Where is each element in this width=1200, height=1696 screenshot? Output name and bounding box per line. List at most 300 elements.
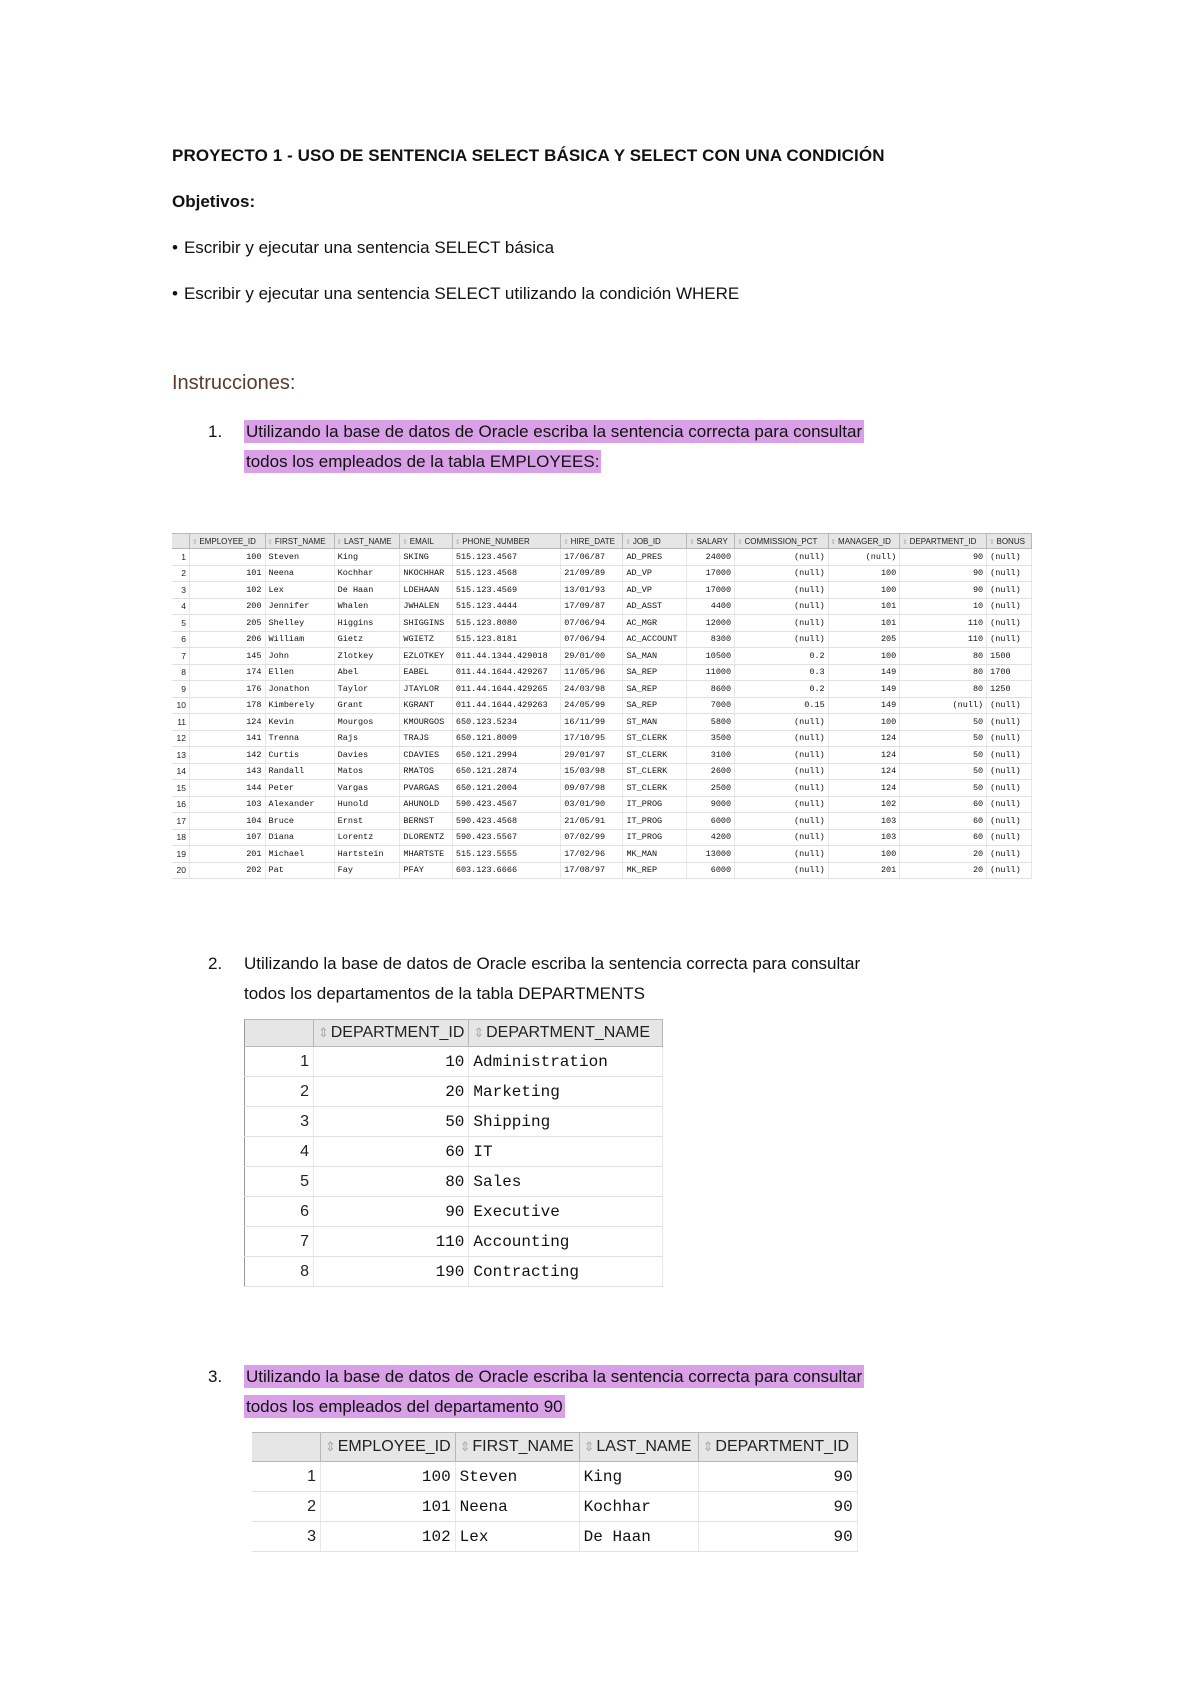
sort-icon[interactable]: ⇕ xyxy=(336,538,343,546)
table-row[interactable] xyxy=(172,730,1032,747)
table-row[interactable] xyxy=(252,1492,857,1522)
table-cell: 50 xyxy=(900,714,987,731)
table-cell: 145 xyxy=(190,648,266,665)
table-cell: (null) xyxy=(735,615,829,632)
table-cell: MHARTSTE xyxy=(400,846,452,863)
table-row[interactable] xyxy=(245,1137,663,1167)
table-cell: Lorentz xyxy=(334,829,400,846)
table-cell: SA_REP xyxy=(623,664,687,681)
table-cell: SA_REP xyxy=(623,681,687,698)
table-cell: 011.44.1644.429263 xyxy=(452,697,560,714)
row-number: 14 xyxy=(172,763,190,780)
table-cell: 174 xyxy=(190,664,266,681)
column-header[interactable] xyxy=(561,534,623,549)
table-cell: (null) xyxy=(987,598,1032,615)
table-cell: 29/01/97 xyxy=(561,747,623,764)
table-cell: (null) xyxy=(987,714,1032,731)
table-cell: SKING xyxy=(400,549,452,566)
table-cell: 650.121.8009 xyxy=(452,730,560,747)
table-cell: JTAYLOR xyxy=(400,681,452,698)
row-number: 6 xyxy=(172,631,190,648)
objective-text: Escribir y ejecutar una sentencia SELECT utilizando la condición WHERE xyxy=(183,284,740,303)
task-text xyxy=(244,1362,1004,1422)
row-number: 1 xyxy=(252,1462,321,1492)
column-header[interactable] xyxy=(314,1020,469,1047)
table-cell: 101 xyxy=(828,598,900,615)
table-cell: AD_PRES xyxy=(623,549,687,566)
table-cell: Pat xyxy=(265,862,334,879)
table-cell: Kevin xyxy=(265,714,334,731)
table-cell: (null) xyxy=(735,813,829,830)
table-cell: (null) xyxy=(735,714,829,731)
table-cell: 0.3 xyxy=(735,664,829,681)
table-cell: 101 xyxy=(190,565,266,582)
sort-icon[interactable]: ⇕ xyxy=(402,538,408,546)
table-row[interactable] xyxy=(245,1167,663,1197)
table-cell: 1250 xyxy=(987,681,1032,698)
sort-icon[interactable]: ⇕ xyxy=(989,538,995,546)
table-cell: 5800 xyxy=(687,714,735,731)
table-cell: 190 xyxy=(314,1257,469,1287)
table-cell: 100 xyxy=(828,846,900,863)
table-cell: 149 xyxy=(828,681,900,698)
table-cell: Higgins xyxy=(334,615,400,632)
column-header-label: EMAIL xyxy=(409,536,434,546)
row-number-header xyxy=(252,1433,321,1462)
department-90-result-grid xyxy=(252,1432,858,1552)
table-cell: 107 xyxy=(190,829,266,846)
table-cell: 1700 xyxy=(987,664,1032,681)
table-cell: 201 xyxy=(828,862,900,879)
task-text xyxy=(244,949,1004,1009)
row-number: 3 xyxy=(252,1522,321,1552)
table-cell: 90 xyxy=(900,565,987,582)
table-row[interactable] xyxy=(172,648,1032,665)
table-cell: (null) xyxy=(987,615,1032,632)
table-row[interactable] xyxy=(245,1197,663,1227)
table-cell: 011.44.1644.429267 xyxy=(452,664,560,681)
table-cell: 590.423.4567 xyxy=(452,796,560,813)
column-header[interactable] xyxy=(623,534,687,549)
table-row[interactable] xyxy=(172,565,1032,582)
table-cell: (null) xyxy=(987,697,1032,714)
table-cell: 20 xyxy=(900,846,987,863)
table-cell: 80 xyxy=(314,1167,469,1197)
table-cell: 21/05/91 xyxy=(561,813,623,830)
table-row[interactable] xyxy=(172,549,1032,566)
table-cell: Kochhar xyxy=(334,565,400,582)
table-cell: Accounting xyxy=(469,1227,663,1257)
sort-icon[interactable]: ⇕ xyxy=(702,1439,714,1454)
table-cell: 11/05/96 xyxy=(561,664,623,681)
table-cell: 90 xyxy=(698,1492,857,1522)
sort-icon[interactable]: ⇕ xyxy=(325,1439,336,1454)
table-row[interactable] xyxy=(172,813,1032,830)
employees-result-grid xyxy=(172,533,1032,879)
table-row[interactable] xyxy=(172,829,1032,846)
table-cell: WGIETZ xyxy=(400,631,452,648)
sort-icon[interactable]: ⇕ xyxy=(625,538,631,546)
table-cell: Matos xyxy=(334,763,400,780)
table-cell: 12000 xyxy=(687,615,735,632)
table-cell: 650.121.2994 xyxy=(452,747,560,764)
row-number: 10 xyxy=(172,697,190,714)
row-number: 1 xyxy=(245,1047,314,1077)
table-row[interactable] xyxy=(172,780,1032,797)
objective-item xyxy=(172,284,739,304)
table-cell: AC_ACCOUNT xyxy=(623,631,687,648)
table-cell: Davies xyxy=(334,747,400,764)
column-header[interactable] xyxy=(687,534,735,549)
table-cell: 17/09/87 xyxy=(561,598,623,615)
table-cell: (null) xyxy=(987,829,1032,846)
table-cell: Steven xyxy=(265,549,334,566)
table-row[interactable] xyxy=(172,747,1032,764)
column-header-label: LAST_NAME xyxy=(596,1438,692,1455)
table-cell: SHIGGINS xyxy=(400,615,452,632)
departments-result-grid xyxy=(244,1019,663,1287)
table-cell: Gietz xyxy=(334,631,400,648)
table-cell: 100 xyxy=(828,714,900,731)
table-cell: Steven xyxy=(455,1462,579,1492)
task-line: todos los empleados de la tabla EMPLOYEES: xyxy=(246,452,600,471)
row-number: 13 xyxy=(172,747,190,764)
table-cell: 124 xyxy=(828,730,900,747)
task-line: Utilizando la base de datos de Oracle escriba la sentencia correcta para consultar xyxy=(246,1367,863,1386)
table-cell: 103 xyxy=(828,829,900,846)
table-cell: 50 xyxy=(900,730,987,747)
table-cell: KMOURGOS xyxy=(400,714,452,731)
sort-icon[interactable]: ⇕ xyxy=(583,1439,595,1454)
column-header[interactable] xyxy=(400,534,452,549)
table-cell: (null) xyxy=(735,730,829,747)
table-cell: William xyxy=(265,631,334,648)
table-cell: Marketing xyxy=(469,1077,663,1107)
table-cell: Sales xyxy=(469,1167,663,1197)
table-cell: (null) xyxy=(735,565,829,582)
table-cell: 16/11/99 xyxy=(561,714,623,731)
table-cell: KGRANT xyxy=(400,697,452,714)
table-cell: IT xyxy=(469,1137,663,1167)
table-cell: 1500 xyxy=(987,648,1032,665)
table-cell: (null) xyxy=(987,565,1032,582)
row-number-header xyxy=(245,1020,314,1047)
table-cell: 603.123.6666 xyxy=(452,862,560,879)
table-cell: 144 xyxy=(190,780,266,797)
table-row[interactable] xyxy=(172,598,1032,615)
table-cell: AHUNOLD xyxy=(400,796,452,813)
table-cell: 4400 xyxy=(687,598,735,615)
table-cell: Mourgos xyxy=(334,714,400,731)
table-row[interactable] xyxy=(252,1462,857,1492)
table-cell: 90 xyxy=(698,1462,857,1492)
table-row[interactable] xyxy=(172,763,1032,780)
row-number: 2 xyxy=(252,1492,321,1522)
task-line: Utilizando la base de datos de Oracle escriba la sentencia correcta para consultar xyxy=(244,954,861,973)
table-cell: Executive xyxy=(469,1197,663,1227)
table-cell: 90 xyxy=(314,1197,469,1227)
table-row[interactable] xyxy=(245,1257,663,1287)
row-number: 16 xyxy=(172,796,190,813)
row-number: 7 xyxy=(172,648,190,665)
table-cell: 0.2 xyxy=(735,648,829,665)
column-header-label: LAST_NAME xyxy=(344,536,392,546)
table-cell: IT_PROG xyxy=(623,813,687,830)
table-cell: Diana xyxy=(265,829,334,846)
sort-icon[interactable]: ⇕ xyxy=(830,538,837,546)
table-cell: 2600 xyxy=(687,763,735,780)
table-row[interactable] xyxy=(172,582,1032,599)
table-cell: ST_CLERK xyxy=(623,780,687,797)
table-cell: 17/06/87 xyxy=(561,549,623,566)
column-header-label: FIRST_NAME xyxy=(472,1438,574,1455)
row-number: 9 xyxy=(172,681,190,698)
table-cell: 11000 xyxy=(687,664,735,681)
table-cell: EZLOTKEY xyxy=(400,648,452,665)
table-cell: Lex xyxy=(265,582,334,599)
table-row[interactable] xyxy=(245,1227,663,1257)
table-cell: 90 xyxy=(900,582,987,599)
table-cell: Curtis xyxy=(265,747,334,764)
table-cell: DLORENTZ xyxy=(400,829,452,846)
column-header[interactable] xyxy=(469,1020,663,1047)
table-row[interactable] xyxy=(172,796,1032,813)
table-cell: 200 xyxy=(190,598,266,615)
table-cell: Contracting xyxy=(469,1257,663,1287)
table-cell: 21/09/89 xyxy=(561,565,623,582)
sort-icon[interactable]: ⇕ xyxy=(563,538,569,546)
task-number: 3. xyxy=(208,1367,223,1386)
table-cell: 09/07/98 xyxy=(561,780,623,797)
row-number: 17 xyxy=(172,813,190,830)
table-cell: 102 xyxy=(828,796,900,813)
sort-icon[interactable]: ⇕ xyxy=(267,538,273,546)
table-cell: 10 xyxy=(900,598,987,615)
table-cell: (null) xyxy=(987,549,1032,566)
table-cell: 124 xyxy=(190,714,266,731)
column-header-label: FIRST_NAME xyxy=(274,536,326,546)
sort-icon[interactable]: ⇕ xyxy=(318,1025,329,1040)
table-cell: 011.44.1644.429265 xyxy=(452,681,560,698)
table-cell: Hunold xyxy=(334,796,400,813)
table-cell: (null) xyxy=(987,813,1032,830)
column-header[interactable] xyxy=(190,534,266,549)
table-cell: 176 xyxy=(190,681,266,698)
column-header[interactable] xyxy=(579,1433,698,1462)
table-cell: (null) xyxy=(735,549,829,566)
table-cell: ST_CLERK xyxy=(623,763,687,780)
objective-text: Escribir y ejecutar una sentencia SELECT básica xyxy=(183,238,555,257)
table-row[interactable] xyxy=(245,1047,663,1077)
table-cell: 149 xyxy=(828,664,900,681)
table-cell: Fay xyxy=(334,862,400,879)
table-cell: 13/01/93 xyxy=(561,582,623,599)
table-cell: (null) xyxy=(900,697,987,714)
table-cell: (null) xyxy=(735,846,829,863)
sort-icon[interactable]: ⇕ xyxy=(454,538,461,546)
table-cell: 206 xyxy=(190,631,266,648)
table-cell: 142 xyxy=(190,747,266,764)
table-row[interactable] xyxy=(172,631,1032,648)
row-number: 4 xyxy=(245,1137,314,1167)
table-cell: AD_VP xyxy=(623,582,687,599)
table-cell: PFAY xyxy=(400,862,452,879)
table-cell: 6000 xyxy=(687,862,735,879)
table-cell: 07/06/94 xyxy=(561,615,623,632)
table-cell: 515.123.4444 xyxy=(452,598,560,615)
table-cell: 29/01/00 xyxy=(561,648,623,665)
column-header[interactable] xyxy=(452,534,560,549)
row-number: 12 xyxy=(172,730,190,747)
column-header-label: MANAGER_ID xyxy=(838,536,891,546)
table-cell: Alexander xyxy=(265,796,334,813)
table-row[interactable] xyxy=(172,681,1032,698)
table-cell: Shelley xyxy=(265,615,334,632)
table-cell: Taylor xyxy=(334,681,400,698)
sort-icon[interactable]: ⇕ xyxy=(192,538,198,546)
row-number: 3 xyxy=(245,1107,314,1137)
table-cell: Jonathon xyxy=(265,681,334,698)
table-cell: AC_MGR xyxy=(623,615,687,632)
table-cell: LDEHAAN xyxy=(400,582,452,599)
row-number: 2 xyxy=(245,1077,314,1107)
table-cell: (null) xyxy=(735,763,829,780)
table-cell: 17000 xyxy=(687,582,735,599)
sort-icon[interactable]: ⇕ xyxy=(689,538,695,546)
table-cell: (null) xyxy=(735,631,829,648)
column-header-label: BONUS xyxy=(996,536,1025,546)
table-cell: Rajs xyxy=(334,730,400,747)
table-cell: Trenna xyxy=(265,730,334,747)
task-line: todos los empleados del departamento 90 xyxy=(246,1397,563,1416)
column-header[interactable] xyxy=(828,534,900,549)
table-cell: 100 xyxy=(321,1462,456,1492)
row-number: 3 xyxy=(172,582,190,599)
table-cell: ST_MAN xyxy=(623,714,687,731)
table-cell: Bruce xyxy=(265,813,334,830)
table-cell: 101 xyxy=(828,615,900,632)
table-cell: (null) xyxy=(735,829,829,846)
row-number: 6 xyxy=(245,1197,314,1227)
table-cell: 124 xyxy=(828,780,900,797)
table-cell: 13000 xyxy=(687,846,735,863)
table-cell: 515.123.4569 xyxy=(452,582,560,599)
table-cell: 124 xyxy=(828,747,900,764)
table-cell: 201 xyxy=(190,846,266,863)
table-cell: De Haan xyxy=(334,582,400,599)
table-cell: AD_ASST xyxy=(623,598,687,615)
table-cell: (null) xyxy=(987,730,1032,747)
column-header[interactable] xyxy=(735,534,829,549)
table-cell: Zlotkey xyxy=(334,648,400,665)
row-number: 15 xyxy=(172,780,190,797)
task-number: 1. xyxy=(208,422,223,441)
task-line: todos los departamentos de la tabla DEPARTMENTS xyxy=(244,984,645,1003)
row-number: 4 xyxy=(172,598,190,615)
table-cell: Grant xyxy=(334,697,400,714)
sort-icon[interactable]: ⇕ xyxy=(902,538,908,546)
column-header-label: DEPARTMENT_ID xyxy=(715,1438,850,1455)
table-row[interactable] xyxy=(172,664,1032,681)
table-cell: 515.123.4567 xyxy=(452,549,560,566)
table-cell: 110 xyxy=(900,631,987,648)
column-header[interactable] xyxy=(334,534,400,549)
column-header-label: COMMISSION_PCT xyxy=(744,536,818,546)
table-cell: De Haan xyxy=(579,1522,698,1552)
column-header[interactable] xyxy=(321,1433,456,1462)
sort-icon[interactable]: ⇕ xyxy=(737,538,743,546)
sort-icon[interactable]: ⇕ xyxy=(473,1025,485,1040)
table-cell: 20 xyxy=(900,862,987,879)
row-number: 8 xyxy=(172,664,190,681)
table-cell: 50 xyxy=(314,1107,469,1137)
table-cell: Randall xyxy=(265,763,334,780)
table-cell: Hartstein xyxy=(334,846,400,863)
table-cell: 515.123.5555 xyxy=(452,846,560,863)
table-cell: King xyxy=(579,1462,698,1492)
table-cell: Jennifer xyxy=(265,598,334,615)
table-cell: (null) xyxy=(735,796,829,813)
table-cell: IT_PROG xyxy=(623,796,687,813)
table-row[interactable] xyxy=(245,1107,663,1137)
table-cell: 143 xyxy=(190,763,266,780)
column-header[interactable] xyxy=(900,534,987,549)
table-row[interactable] xyxy=(252,1522,857,1552)
table-cell: 103 xyxy=(190,796,266,813)
row-number: 8 xyxy=(245,1257,314,1287)
table-cell: 100 xyxy=(828,565,900,582)
table-row[interactable] xyxy=(172,697,1032,714)
column-header[interactable] xyxy=(698,1433,857,1462)
column-header-label: HIRE_DATE xyxy=(570,536,615,546)
objective-item xyxy=(172,238,554,258)
table-cell: EABEL xyxy=(400,664,452,681)
table-cell: (null) xyxy=(735,747,829,764)
column-header[interactable] xyxy=(455,1433,579,1462)
sort-icon[interactable]: ⇕ xyxy=(459,1439,471,1454)
table-cell: 3100 xyxy=(687,747,735,764)
table-cell: Administration xyxy=(469,1047,663,1077)
table-row[interactable] xyxy=(172,714,1032,731)
table-cell: JWHALEN xyxy=(400,598,452,615)
table-cell: 4200 xyxy=(687,829,735,846)
table-cell: 205 xyxy=(190,615,266,632)
table-cell: (null) xyxy=(987,862,1032,879)
table-cell: CDAVIES xyxy=(400,747,452,764)
table-cell: 8600 xyxy=(687,681,735,698)
table-cell: 3500 xyxy=(687,730,735,747)
table-cell: 110 xyxy=(314,1227,469,1257)
table-cell: Vargas xyxy=(334,780,400,797)
column-header-label: DEPARTMENT_NAME xyxy=(486,1024,650,1041)
column-header[interactable] xyxy=(987,534,1032,549)
table-cell: (null) xyxy=(987,747,1032,764)
table-cell: 10500 xyxy=(687,648,735,665)
column-header-label: DEPARTMENT_ID xyxy=(909,536,977,546)
column-header[interactable] xyxy=(265,534,334,549)
table-row[interactable] xyxy=(172,615,1032,632)
table-row[interactable] xyxy=(172,862,1032,879)
table-cell: 110 xyxy=(900,615,987,632)
table-row[interactable] xyxy=(172,846,1032,863)
row-number: 5 xyxy=(172,615,190,632)
table-cell: Lex xyxy=(455,1522,579,1552)
table-row[interactable] xyxy=(245,1077,663,1107)
table-cell: 650.123.5234 xyxy=(452,714,560,731)
table-cell: 102 xyxy=(190,582,266,599)
table-cell: 50 xyxy=(900,747,987,764)
table-cell: 90 xyxy=(698,1522,857,1552)
